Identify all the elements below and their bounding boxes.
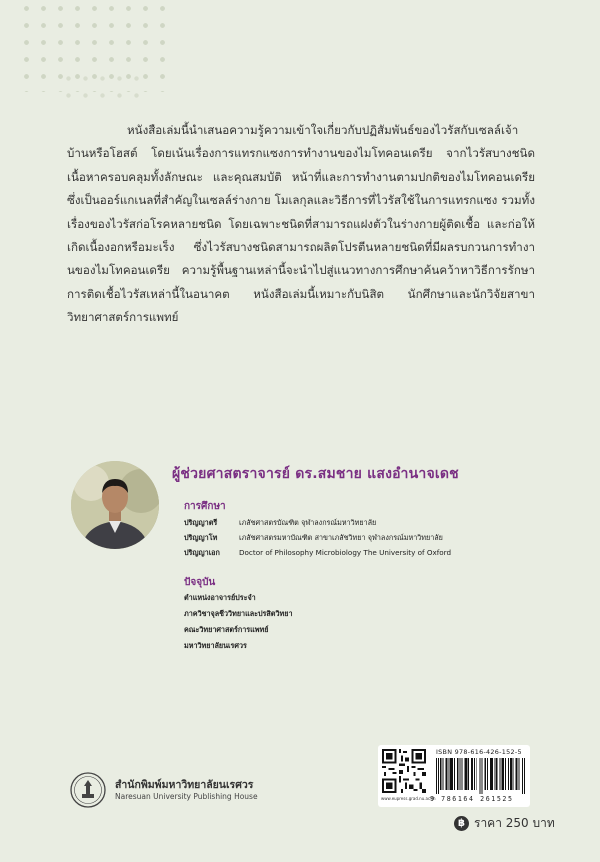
qr-code [382,749,426,793]
publisher-name-english: Naresuan University Publishing House [115,792,258,801]
price-tag [454,814,555,833]
blurb-body: กับเซลล์เจ้าบ้านหรือโฮสต์ โดยเน้นเรื่องการแทรกแซงการทำงานของไมโทคอนเดรีย จากไวรัสบางชนิด เนื้อหาครอบคลุมทั้งลักษณะ และคุณสมบัติ หน้าที่และการทำงานตามปกติของไมโทคอนเดรียซึ่งเป็นออร์แกเนลที่สำคัญในเซลล์ร่างกาย โมเลกุลและวิธีการที่ไวรัสใช้ในการแทรกแซง รวมทั้งเรื่องของไวรัสก่อโรคหลายชนิด โดยเฉพาะชนิดที่สามารถแฝงตัวในร่างกายผู้ติดเชื้อ และก่อให้เกิดเนื้องอกหรือมะเร็ง ซึ่งไวรัสบางชนิดสามารถผลิตโปรตีนหลายชนิดที่มีผลรบกวนการทำงานของไมโทคอนเดรีย ความรู้พื้นฐานเหล่านี้จะนำไปสู่แนวทางการศึกษาค้นคว้าหาวิธีการรักษาการติดเชื้อไวรัสเหล่านี้ในอนาคต หนังสือเล่มนี้เหมาะกับนิสิต นักศึกษาและนักวิจัยสาขาวิทยาศาสตร์การแพทย์ [67,123,535,325]
education-row-doctorate: ปริญญาเอก Doctor of Philosophy Microbiology The University of Oxford [184,548,452,557]
price-label: ราคา 250 บาท [474,816,555,830]
education-row-master: ปริญญาโท เภสัชศาสตรมหาบัณฑิต สาขาเภสัชวิทยา จุฬาลงกรณ์มหาวิทยาลัย [184,533,443,542]
isbn-label: ISBN 978-616-426-152-5 [436,748,522,756]
baht-icon: ฿ [454,816,469,831]
university-seal-icon [70,772,106,808]
current-faculty-line: คณะวิทยาศาสตร์การแพทย์ [184,625,269,634]
author-photo [71,461,159,549]
back-cover-blurb [67,119,535,330]
current-department-line: ภาควิชาจุลชีววิทยาและปรสิตวิทยา [184,609,293,618]
education-row-bachelor: ปริญญาตรี เภสัชศาสตรบัณฑิต จุฬาลงกรณ์มหาวิทยาลัย [184,518,377,527]
current-university-line: มหาวิทยาลัยนเรศวร [184,641,247,650]
barcode [436,758,526,794]
current-position-heading: ปัจจุบัน [184,577,216,588]
author-name: ผู้ช่วยศาสตราจารย์ ดร.สมชาย แสงอำนาจเดช [172,466,459,482]
education-heading: การศึกษา [184,501,226,512]
barcode-panel [378,745,530,807]
publisher-name-thai: สำนักพิมพ์มหาวิทยาลัยนเรศวร [115,779,254,791]
current-position-line: ตำแหน่งอาจารย์ประจำ [184,593,256,602]
barcode-number: 9 786164 261525 [430,795,514,803]
qr-url: www.eupress.grad.nu.ac.th [381,796,436,801]
decorative-dot-pattern-faint [60,70,150,110]
blurb-paragraph: หนังสือเล่มนี้นำเสนอความรู้ความเข้าใจเกี่ยวกับปฏิสัมพันธ์ของไวรัสกับเซลล์เจ้าบ้านหรือโฮสต์ โดยเน้นเรื่องการแทรกแซงการทำงานของไมโทคอนเดรีย จากไวรัสบางชนิด เนื้อหาครอบคลุมทั้งลักษณะ และคุณสมบัติ หน้าที่และการทำงานตามปกติของไมโทคอนเดรียซึ่งเป็นออร์แกเนลที่สำคัญในเซลล์ร่างกาย โมเลกุลและวิธีการที่ไวรัสใช้ในการแทรกแซง รวมทั้งเรื่องของไวรัสก่อโรคหลายชนิด โดยเฉพาะชนิดที่สามารถแฝงตัวในร่างกายผู้ติดเชื้อ และก่อให้เกิดเนื้องอกหรือมะเร็ง ซึ่งไวรัสบางชนิดสามารถผลิตโปรตีนหลายชนิดที่มีผลรบกวนการทำงานของไมโทคอนเดรีย ความรู้พื้นฐานเหล่านี้จะนำไปสู่แนวทางการศึกษาค้นคว้าหาวิธีการรักษาการติดเชื้อไวรัสเหล่านี้ในอนาคต หนังสือเล่มนี้เหมาะกับนิสิต นักศึกษาและนักวิจัยสาขาวิทยาศาสตร์การแพทย์ [67,123,535,325]
